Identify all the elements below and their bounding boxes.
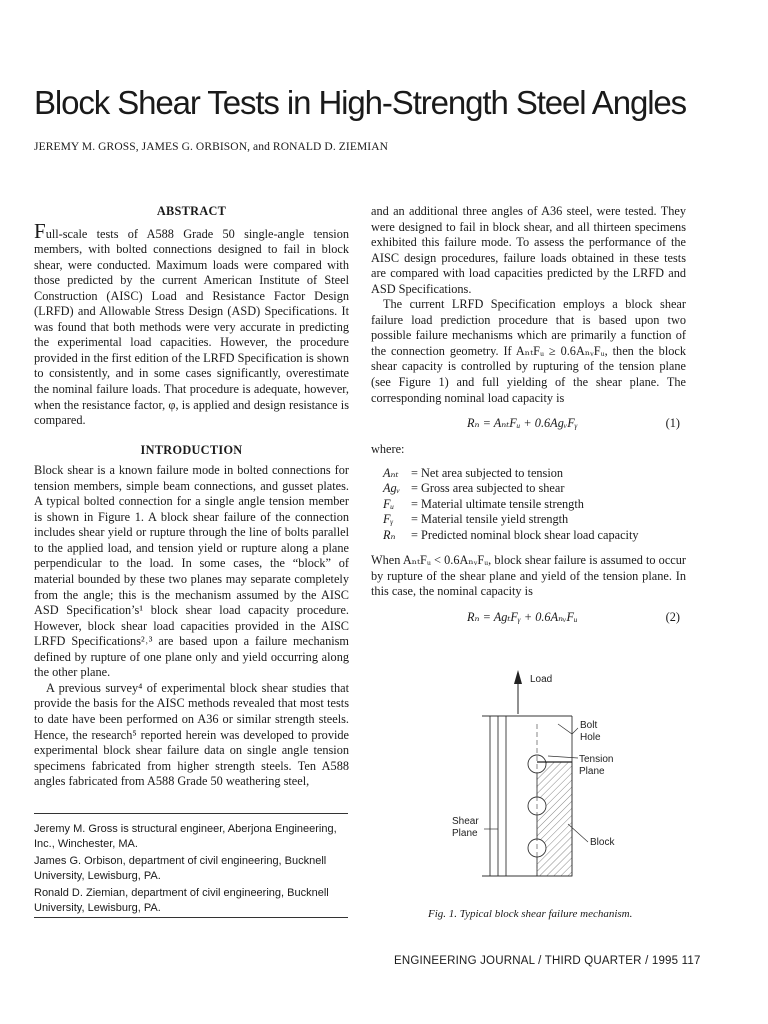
definition-text: = Net area subjected to tension: [411, 465, 564, 480]
author-affiliations: [34, 822, 350, 918]
definition-text: = Gross area subjected to shear: [411, 481, 565, 496]
bolt-hole-label-1: Bolt: [580, 720, 598, 731]
block-label: Block: [590, 837, 615, 848]
tension-plane-label-1: Tension: [579, 754, 614, 765]
definition-row: [383, 466, 686, 482]
abstract-body: ull-scale tests of A588 Grade 50 single-angle tension members, with bolted connections designed to fail in block shear, were conducted. Maximum loads were compared with those predicted by the current American Institute of Steel Construction (AISC) Load and Resistance Factor Design (LRFD) and Allowable Stress Design (ASD) Specifications. It was found that both methods were very accurate in predicting the experimental load capacities. However, the procedure provided in the first edition of the LRFD Specification is shown to consistently, and in some cases significantly, overestimate the nominal failure loads. That procedure is adequate, however, when the resistance factor, φ, is applied and design resistance is compared.: [34, 226, 349, 428]
footnote-rule-top: [34, 813, 348, 814]
affiliation-note: Ronald D. Ziemian, department of civil engineering, Bucknell University, Lewisburg, PA.: [34, 887, 329, 914]
right-paragraph-2: The current LRFD Specification employs a block shear failure load prediction procedure that is based upon two possible failure mechanisms which are primarily a function of the connection geometry. If AₙₜFᵤ ≥ 0.6AₙᵥFᵤ, then the block shear capacity is controlled by rupturing of the tension plane (see Figure 1) and full yielding of the shear plane. The corresponding nominal load capacity is: [371, 297, 686, 405]
definition-row: [383, 497, 686, 513]
load-arrow-icon: [514, 670, 522, 714]
right-paragraph-1: and an additional three angles of A36 steel, were tested. They were designed to fail in block shear, and all thirteen specimens exhibited this failure mode. To assess the performance of the AISC design procedures, failure loads obtained in these tests are compared with load capacities predicted by the LRFD and ASD Specifications.: [371, 204, 686, 296]
right-paragraph-3: When AₙₜFᵤ < 0.6AₙᵥFᵤ, block shear failure is assumed to occur by rupture of the shear plane and yield of the tension plane. In this case, the nominal capacity is: [371, 553, 686, 599]
abstract-heading: ABSTRACT: [156, 204, 227, 218]
definition-text: = Predicted nominal block shear load capacity: [411, 527, 639, 542]
definition-row: [383, 512, 686, 528]
equation-1-expression: Rₙ = AₙₜFᵤ + 0.6AgᵥFᵧ: [467, 416, 578, 431]
author-list: JEREMY M. GROSS, JAMES G. ORBISON, and RONALD D. ZIEMIAN: [34, 141, 389, 153]
definition-symbol: Fᵤ: [383, 496, 395, 511]
definition-symbol: Aₙₜ: [383, 465, 399, 480]
left-column: [34, 204, 349, 790]
definition-row: [383, 528, 686, 544]
affiliation-note: Jeremy M. Gross is structural engineer, Aberjona Engineering, Inc., Winchester, MA.: [34, 823, 337, 850]
paper-title: Block Shear Tests in High-Strength Steel Angles: [34, 84, 687, 121]
figure-caption: Fig. 1. Typical block shear failure mechanism.: [428, 908, 633, 920]
affiliation-note: James G. Orbison, department of civil engineering, Bucknell University, Lewisburg, PA.: [34, 855, 327, 882]
introduction-paragraph-1: Block shear is a known failure mode in bolted connections for tension members, simple beam connections, and gusset plates. A typical bolted connection for a single angle tension member is shown in Figure 1. A block shear failure of the connection includes shear yield or rupture through the line of bolts parallel to the applied load, and tension yield or rupture along a plane perpendicular to the load. In some cases, the “block” of material bounded by these two planes may separate completely from the angle; this is the mechanism assumed by the AISC ASD Specification’s¹ block shear load capacity procedure. However, block shear load capacities provided in the AISC LRFD Specifications²˒³ are based upon a failure mechanism defined by rupture of one plane only and yield occurring along the other plane.: [34, 463, 349, 680]
journal-footer: ENGINEERING JOURNAL / THIRD QUARTER / 1995 117: [394, 955, 701, 967]
definition-symbol: Rₙ: [383, 527, 396, 542]
equation-1-number: (1): [665, 416, 680, 431]
tension-plane-label-2: Plane: [579, 766, 605, 777]
footnote-rule-bottom: [34, 917, 348, 918]
equation-2-expression: Rₙ = AgₜFᵧ + 0.6AₙᵥFᵤ: [467, 609, 578, 624]
symbol-definitions: [383, 466, 686, 544]
equation-1: [371, 414, 686, 436]
introduction-heading: INTRODUCTION: [140, 442, 243, 457]
equation-2-number: (2): [665, 609, 680, 624]
load-label: Load: [530, 674, 553, 685]
figure-1-diagram: [440, 664, 660, 894]
bolt-hole-label-2: Hole: [580, 732, 601, 743]
definition-row: [383, 481, 686, 497]
introduction-paragraph-2: A previous survey⁴ of experimental block shear studies that provide the basis for the AISC methods revealed that most tests to date have been performed on A36 or similar strength steels. Hence, the research⁵ reported herein was developed to provide experimental block shear failure data on single angle tension specimens fabricated from higher strength steels. Ten A588 angles fabricated from A588 Grade 50 weathering steel,: [34, 680, 349, 789]
definition-symbol: Agᵥ: [383, 481, 401, 496]
shear-plane-label-2: Plane: [452, 828, 478, 839]
definition-symbol: Fᵧ: [383, 512, 394, 527]
definition-text: = Material ultimate tensile strength: [411, 496, 584, 511]
failure-block: [537, 762, 572, 876]
equation-2: [371, 608, 686, 630]
right-column: [371, 204, 686, 636]
shear-plane-label-1: Shear: [452, 816, 479, 827]
definition-text: = Material tensile yield strength: [411, 512, 569, 527]
abstract-text: [34, 218, 349, 429]
where-label: where:: [371, 442, 405, 457]
abstract-dropcap: F: [34, 218, 46, 243]
